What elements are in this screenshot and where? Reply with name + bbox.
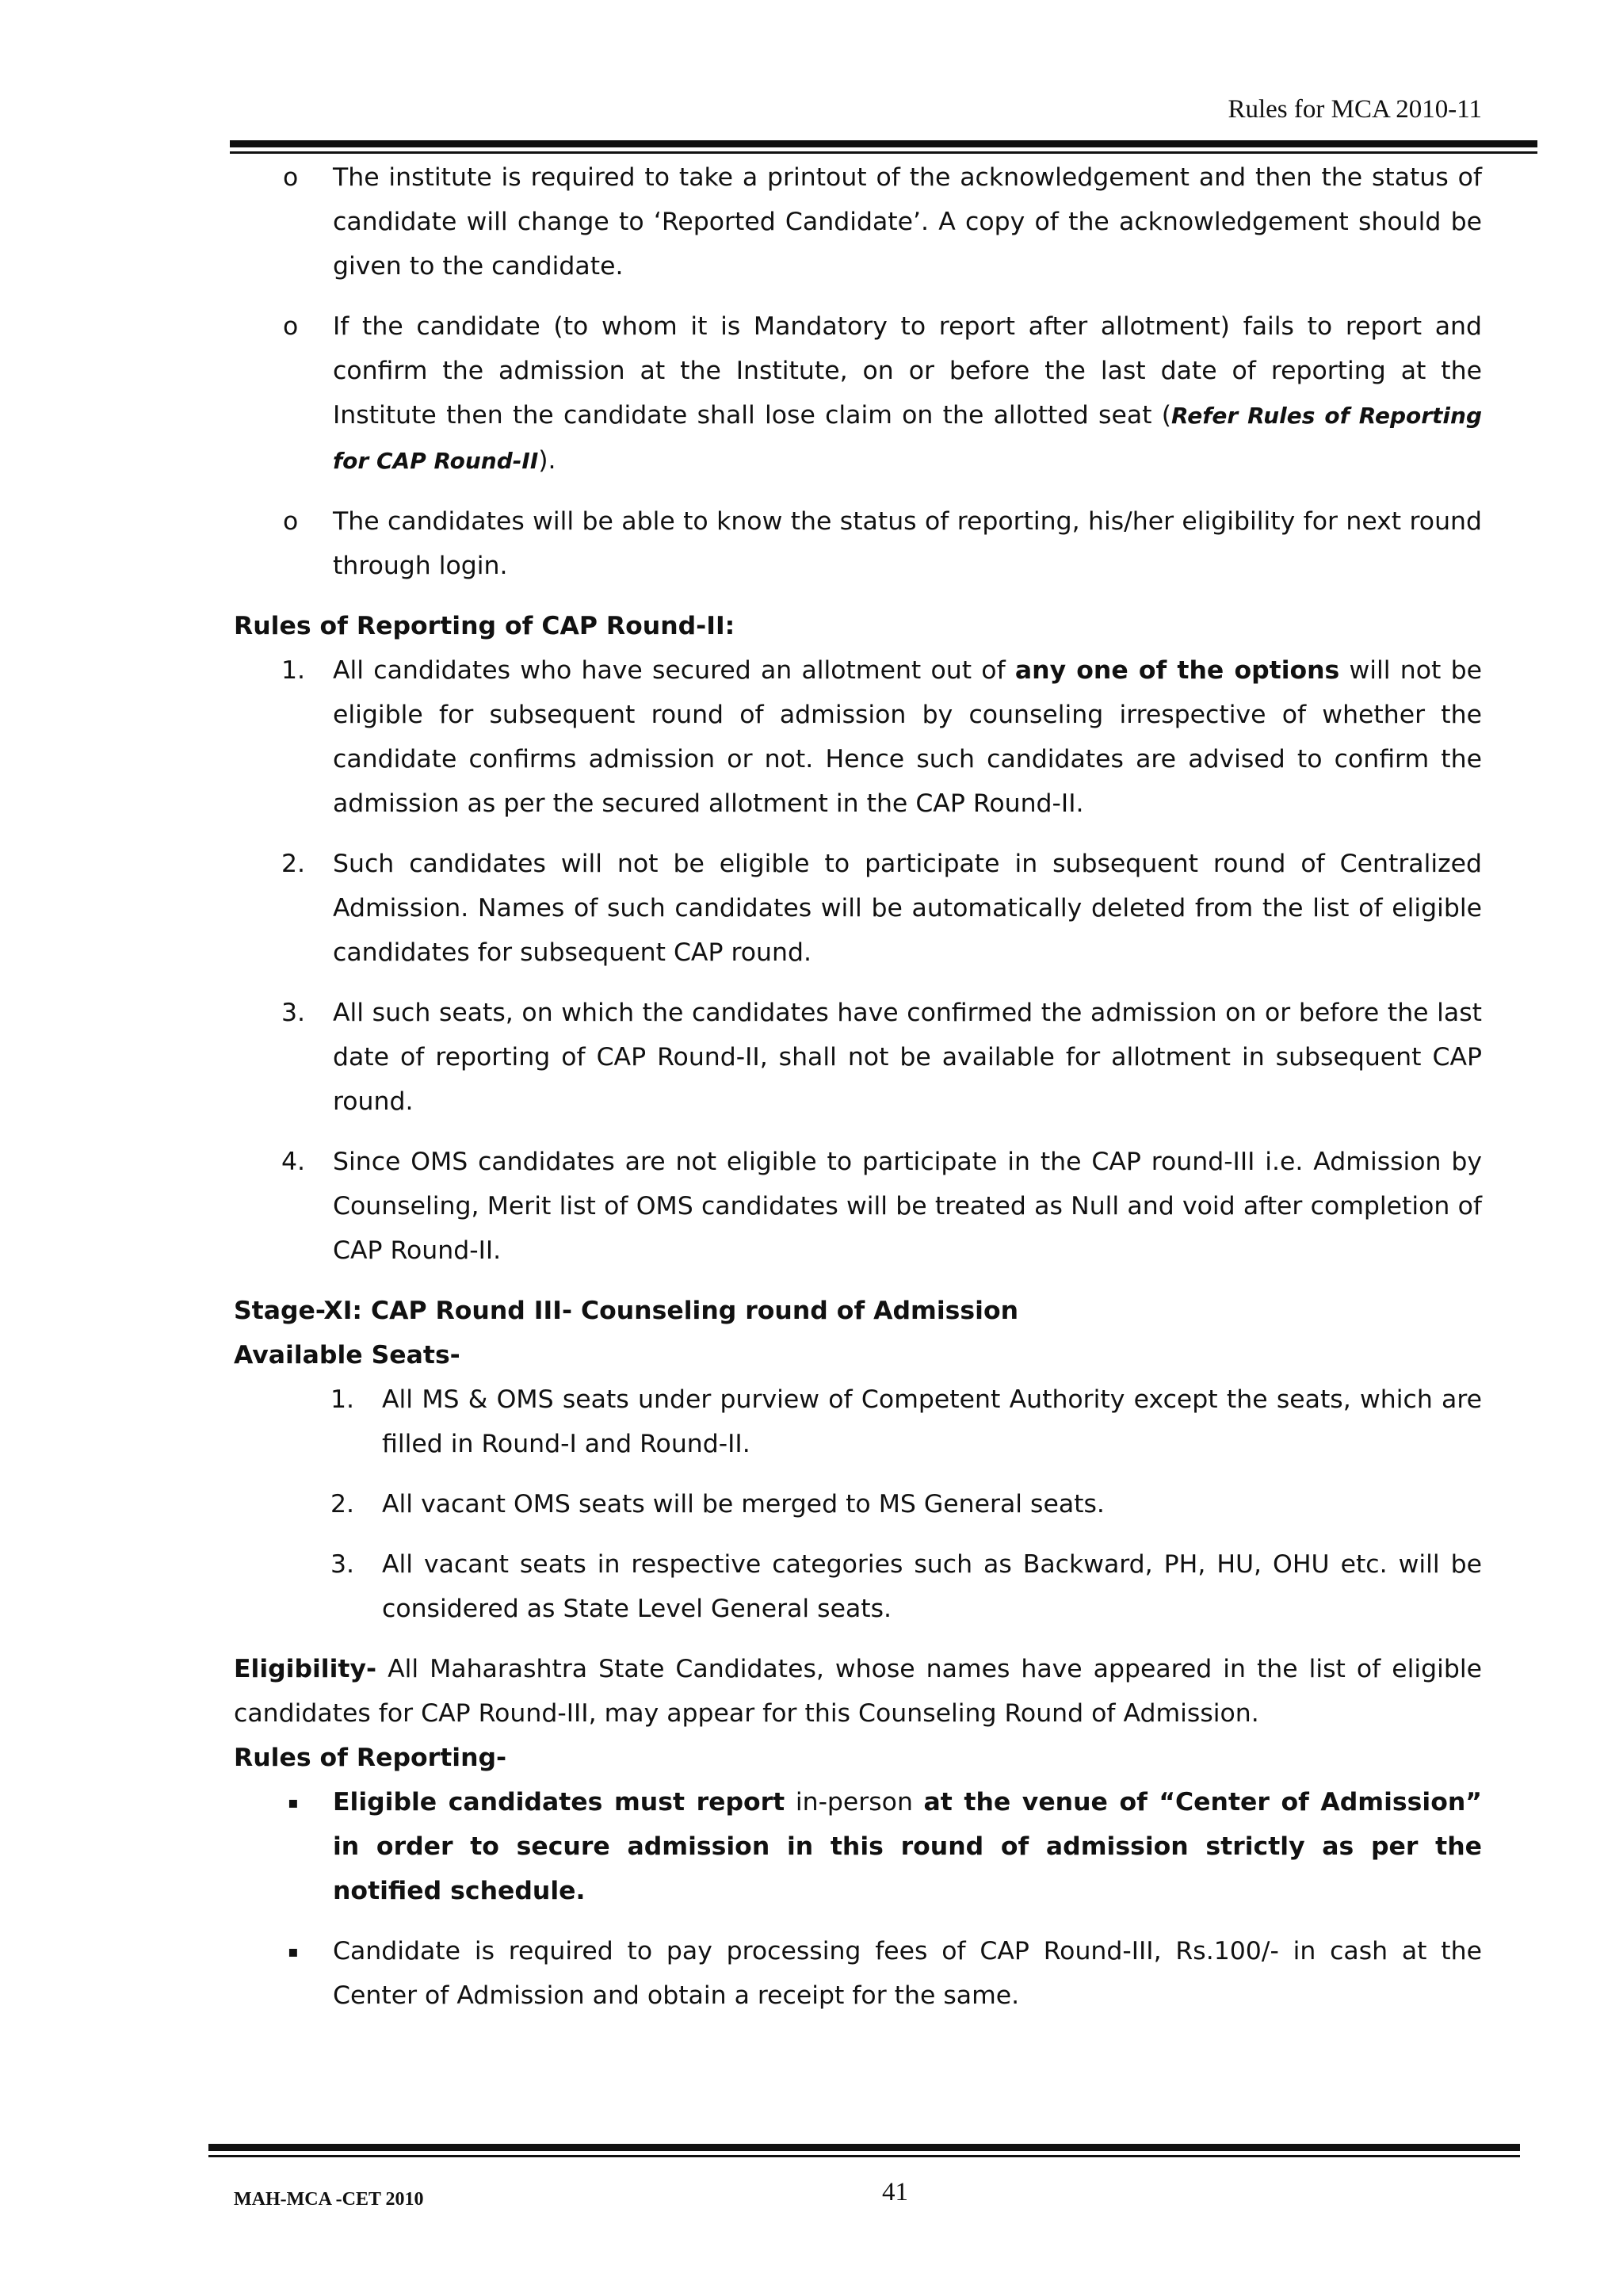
footer-document-name: MAH-MCA -CET 2010 bbox=[234, 2189, 424, 2210]
list-item-text: The candidates will be able to know the status of reporting, his/her eligibility for next round through login. bbox=[333, 507, 1482, 580]
number-marker: 4. bbox=[281, 1148, 305, 1176]
list-item-text: The institute is required to take a printout of the acknowledgement and then the status of candidate will change to ‘Reported Candidate’. A copy of the acknowledgement should be given to the candidate. bbox=[333, 163, 1482, 281]
number-marker: 2. bbox=[281, 850, 305, 878]
section-heading: Available Seats- bbox=[234, 1341, 460, 1370]
list-item bbox=[234, 1377, 1482, 1466]
section-heading: Stage-XI: CAP Round III- Counseling round of Admission bbox=[234, 1297, 1019, 1325]
page-content bbox=[234, 155, 1482, 2034]
list-item bbox=[234, 648, 1482, 826]
list-item-text: Since OMS candidates are not eligible to participate in the CAP round-III i.e. Admission by Counseling, Merit list of OMS candidates will be treated as Null and void after completion of CAP Round-II. bbox=[333, 1148, 1482, 1265]
section-heading: Rules of Reporting of CAP Round-II: bbox=[234, 612, 735, 640]
list-item-text: All MS & OMS seats under purview of Competent Authority except the seats, which are filled in Round-I and Round-II. bbox=[382, 1385, 1482, 1458]
bullet-marker: o bbox=[283, 312, 299, 341]
list-item-text: All such seats, on which the candidates have confirmed the admission on or before the last date of reporting of CAP Round-II, shall not be available for allotment in subsequent CAP round. bbox=[333, 999, 1482, 1116]
list-item-text: Such candidates will not be eligible to participate in subsequent round of Centralized Admission. Names of such candidates will be automatically deleted from the list of eligible candidates for subsequent CAP round. bbox=[333, 850, 1482, 967]
number-marker: 1. bbox=[281, 656, 305, 685]
list-item bbox=[234, 1482, 1482, 1526]
reference-emphasis: Refer Rules of Reporting for CAP Round-II bbox=[333, 403, 1482, 474]
list-item-text: Eligible candidates must report in-person at the venue of “Center of Admission” in order to secure admission in this round of admission strictly as per the notified schedule. bbox=[333, 1788, 1482, 1905]
square-bullet-icon: ▪ bbox=[288, 1942, 299, 1961]
list-item bbox=[234, 304, 1482, 483]
list-item-text: All candidates who have secured an allotment out of any one of the options will not be eligible for subsequent round of admission by counseling irrespective of whether the candidate confirms admission or not. Hence such candidates are advised to confirm the admission as per the secured allotment in the CAP Round-II. bbox=[333, 656, 1482, 818]
number-marker: 1. bbox=[330, 1385, 354, 1414]
bullet-marker: o bbox=[283, 507, 299, 536]
list-item-text: Candidate is required to pay processing fees of CAP Round-III, Rs.100/- in cash at the Center of Admission and obtain a receipt for the same. bbox=[333, 1937, 1482, 2010]
bullet-marker: o bbox=[283, 163, 299, 192]
square-bullet-icon: ▪ bbox=[288, 1793, 299, 1812]
list-item bbox=[234, 1140, 1482, 1273]
section-heading: Rules of Reporting- bbox=[234, 1744, 507, 1772]
footer-rule-thin bbox=[208, 2155, 1520, 2157]
list-item-text: All vacant seats in respective categories such as Backward, PH, HU, OHU etc. will be considered as State Level General seats. bbox=[382, 1550, 1482, 1623]
page-header-title: Rules for MCA 2010-11 bbox=[1228, 95, 1482, 124]
list-item-text: If the candidate (to whom it is Mandatory to report after allotment) fails to report and confirm the admission at the Institute, on or before the last date of reporting at the Institute then the candidate shall lose claim on the allotted seat (Refer Rules of Reporting for CAP Round-II). bbox=[333, 312, 1482, 475]
list-item bbox=[234, 991, 1482, 1124]
list-item bbox=[234, 499, 1482, 588]
number-marker: 2. bbox=[330, 1490, 354, 1519]
eligibility-label: Eligibility- bbox=[234, 1655, 377, 1683]
number-marker: 3. bbox=[330, 1550, 354, 1579]
eligibility-paragraph: Eligibility- All Maharashtra State Candidates, whose names have appeared in the list of eligible candidates for CAP Round-III, may appear for this Counseling Round of Admission. bbox=[234, 1655, 1482, 1728]
header-rule-thin bbox=[230, 151, 1537, 154]
page-number: 41 bbox=[882, 2178, 908, 2206]
header-rule-thick bbox=[230, 140, 1537, 147]
number-marker: 3. bbox=[281, 999, 305, 1027]
list-item bbox=[234, 1542, 1482, 1631]
list-item-text: All vacant OMS seats will be merged to MS General seats. bbox=[382, 1490, 1105, 1519]
list-item bbox=[234, 1929, 1482, 2018]
footer-rule-thick bbox=[208, 2144, 1520, 2151]
list-item bbox=[234, 842, 1482, 975]
list-item bbox=[234, 1780, 1482, 1913]
list-item bbox=[234, 155, 1482, 288]
